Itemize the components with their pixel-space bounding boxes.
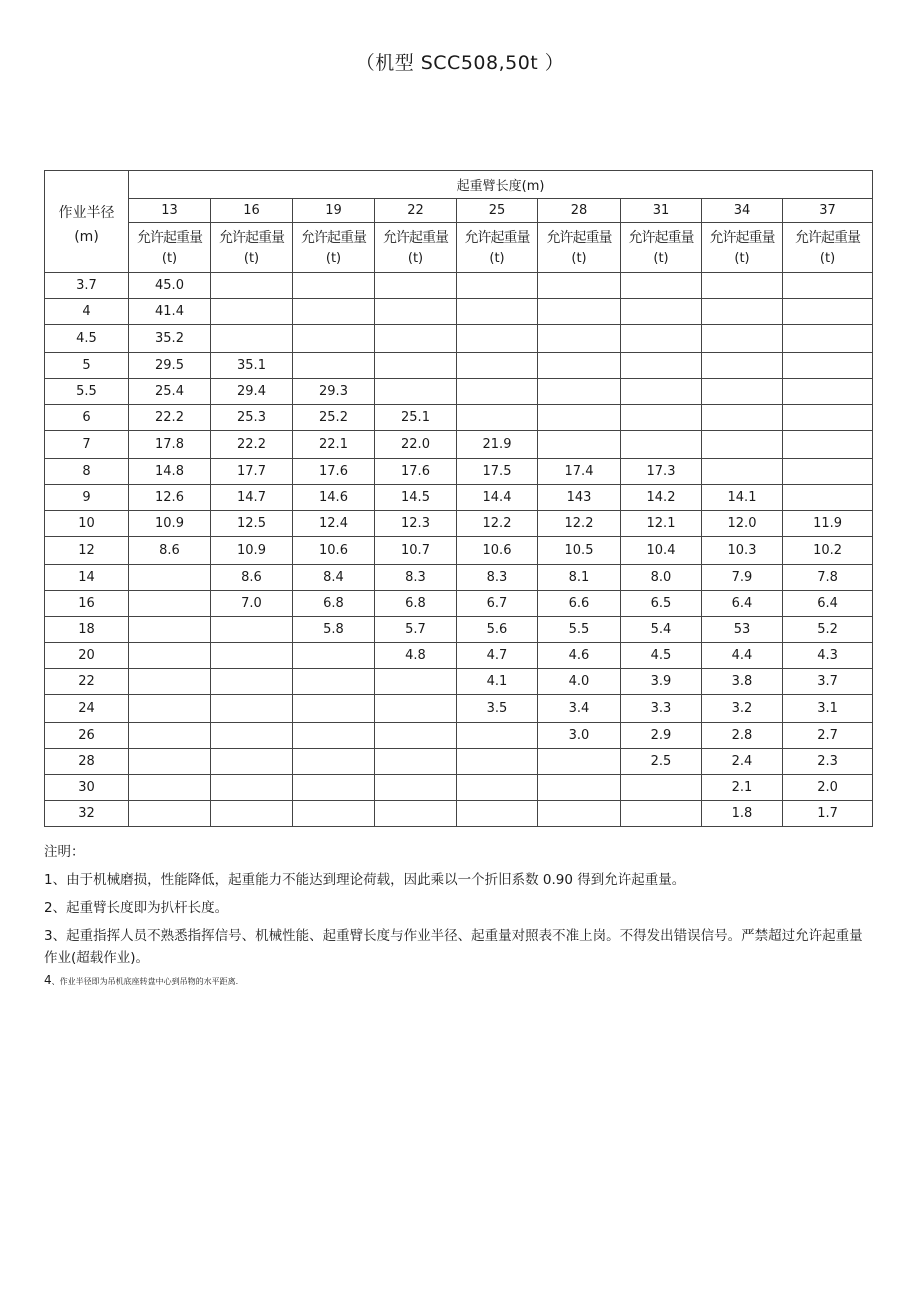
capacity-cell: 4.6 [538, 643, 621, 669]
capacity-cell: 8.6 [129, 537, 211, 565]
capacity-cell: 17.6 [293, 459, 375, 485]
capacity-cell: 8.4 [293, 565, 375, 591]
capacity-cell [702, 299, 783, 325]
capacity-cell [783, 485, 873, 511]
capacity-cell [375, 325, 457, 353]
capacity-cell [211, 801, 293, 827]
capacity-cell [702, 431, 783, 459]
capacity-cell: 143 [538, 485, 621, 511]
capacity-cell: 17.7 [211, 459, 293, 485]
capacity-cell: 14.6 [293, 485, 375, 511]
capacity-unit: (t) [489, 250, 505, 266]
table-row [45, 511, 873, 537]
table-row [45, 405, 873, 431]
capacity-cell: 22.1 [293, 431, 375, 459]
capacity-cell: 25.2 [293, 405, 375, 431]
capacity-cell [293, 723, 375, 749]
boom-length-cell: 34 [702, 199, 783, 223]
capacity-cell [783, 379, 873, 405]
radius-cell: 10 [45, 511, 129, 537]
radius-cell: 20 [45, 643, 129, 669]
note-item-number: 4 [44, 973, 52, 987]
capacity-cell [129, 669, 211, 695]
capacity-cell [211, 775, 293, 801]
capacity-cell [457, 325, 538, 353]
capacity-cell: 14.8 [129, 459, 211, 485]
capacity-cell: 21.9 [457, 431, 538, 459]
capacity-cell: 12.4 [293, 511, 375, 537]
capacity-cell: 14.2 [621, 485, 702, 511]
capacity-cell [538, 299, 621, 325]
capacity-cell [702, 405, 783, 431]
capacity-cell: 1.8 [702, 801, 783, 827]
radius-cell: 5.5 [45, 379, 129, 405]
capacity-cell: 2.8 [702, 723, 783, 749]
capacity-cell [375, 801, 457, 827]
capacity-cell: 4.5 [621, 643, 702, 669]
capacity-cell: 5.2 [783, 617, 873, 643]
capacity-cell: 14.5 [375, 485, 457, 511]
capacity-label: 允许起重量 [464, 229, 530, 246]
capacity-cell [538, 775, 621, 801]
table-row [45, 617, 873, 643]
capacity-cell: 6.4 [702, 591, 783, 617]
capacity-cell [129, 565, 211, 591]
capacity-cell [702, 459, 783, 485]
table-row [45, 565, 873, 591]
capacity-cell: 25.4 [129, 379, 211, 405]
capacity-cell: 22.0 [375, 431, 457, 459]
capacity-cell [621, 775, 702, 801]
capacity-cell: 22.2 [129, 405, 211, 431]
capacity-unit: (t) [407, 250, 424, 266]
capacity-header-cell [702, 223, 783, 273]
capacity-cell: 2.9 [621, 723, 702, 749]
capacity-cell [129, 695, 211, 723]
capacity-cell [538, 405, 621, 431]
capacity-cell [375, 353, 457, 379]
boom-length-cell: 25 [457, 199, 538, 223]
capacity-cell [375, 749, 457, 775]
capacity-cell: 4.0 [538, 669, 621, 695]
capacity-cell: 14.4 [457, 485, 538, 511]
radius-header-cell [45, 171, 129, 273]
capacity-cell: 5.6 [457, 617, 538, 643]
boom-length-cell: 19 [293, 199, 375, 223]
boom-length-header: 起重臂长度(m) [129, 171, 873, 199]
radius-cell: 8 [45, 459, 129, 485]
capacity-cell: 8.3 [375, 565, 457, 591]
capacity-cell: 12.6 [129, 485, 211, 511]
table-row [45, 325, 873, 353]
capacity-cell: 8.0 [621, 565, 702, 591]
capacity-cell: 12.2 [538, 511, 621, 537]
capacity-cell [211, 723, 293, 749]
radius-header-unit: (m) [74, 229, 99, 245]
capacity-cell: 12.3 [375, 511, 457, 537]
capacity-header-cell [621, 223, 702, 273]
capacity-cell: 35.2 [129, 325, 211, 353]
capacity-label: 允许起重量 [546, 229, 612, 246]
capacity-cell [621, 299, 702, 325]
capacity-cell: 3.4 [538, 695, 621, 723]
table-row [45, 775, 873, 801]
capacity-cell: 6.7 [457, 591, 538, 617]
table-row [45, 431, 873, 459]
capacity-cell: 4.3 [783, 643, 873, 669]
capacity-cell: 3.5 [457, 695, 538, 723]
capacity-cell: 22.2 [211, 431, 293, 459]
capacity-cell: 6.6 [538, 591, 621, 617]
capacity-cell: 17.6 [375, 459, 457, 485]
capacity-cell: 8.6 [211, 565, 293, 591]
capacity-cell: 29.5 [129, 353, 211, 379]
notes-section [44, 838, 872, 989]
capacity-label: 允许起重量 [795, 229, 861, 246]
radius-cell: 7 [45, 431, 129, 459]
capacity-cell: 10.9 [129, 511, 211, 537]
capacity-cell: 10.6 [293, 537, 375, 565]
capacity-cell [783, 325, 873, 353]
boom-length-cell: 22 [375, 199, 457, 223]
capacity-cell [293, 801, 375, 827]
capacity-cell: 12.2 [457, 511, 538, 537]
table-row [45, 459, 873, 485]
note-item-small [44, 973, 872, 989]
capacity-cell [375, 379, 457, 405]
capacity-cell [457, 801, 538, 827]
boom-length-cell: 28 [538, 199, 621, 223]
capacity-cell [621, 405, 702, 431]
capacity-cell: 4.1 [457, 669, 538, 695]
capacity-cell: 7.9 [702, 565, 783, 591]
capacity-cell: 41.4 [129, 299, 211, 325]
radius-cell: 12 [45, 537, 129, 565]
capacity-cell [621, 353, 702, 379]
capacity-cell [293, 273, 375, 299]
capacity-cell: 12.5 [211, 511, 293, 537]
capacity-cell [293, 695, 375, 723]
table-row [45, 485, 873, 511]
capacity-cell: 2.4 [702, 749, 783, 775]
capacity-unit: (t) [161, 250, 178, 266]
capacity-cell: 5.5 [538, 617, 621, 643]
capacity-cell: 35.1 [211, 353, 293, 379]
capacity-cell [129, 591, 211, 617]
capacity-cell [375, 775, 457, 801]
capacity-cell [375, 299, 457, 325]
capacity-header-cell [375, 223, 457, 273]
capacity-cell: 10.6 [457, 537, 538, 565]
radius-cell: 32 [45, 801, 129, 827]
capacity-cell [293, 325, 375, 353]
capacity-cell: 5.7 [375, 617, 457, 643]
radius-cell: 9 [45, 485, 129, 511]
radius-cell: 24 [45, 695, 129, 723]
capacity-cell [375, 273, 457, 299]
radius-cell: 5 [45, 353, 129, 379]
capacity-cell: 4.8 [375, 643, 457, 669]
capacity-header-cell [538, 223, 621, 273]
capacity-cell: 45.0 [129, 273, 211, 299]
radius-cell: 6 [45, 405, 129, 431]
capacity-cell [129, 643, 211, 669]
capacity-cell [211, 749, 293, 775]
boom-length-row [45, 199, 873, 223]
capacity-cell: 4.4 [702, 643, 783, 669]
capacity-cell: 3.9 [621, 669, 702, 695]
capacity-cell: 3.2 [702, 695, 783, 723]
radius-cell: 26 [45, 723, 129, 749]
capacity-cell: 29.4 [211, 379, 293, 405]
capacity-cell: 6.8 [375, 591, 457, 617]
capacity-cell: 10.2 [783, 537, 873, 565]
capacity-cell: 6.8 [293, 591, 375, 617]
radius-header-label: 作业半径 [58, 205, 115, 221]
capacity-cell: 3.7 [783, 669, 873, 695]
capacity-label: 允许起重量 [709, 229, 775, 246]
capacity-cell: 10.9 [211, 537, 293, 565]
boom-header-row [45, 171, 873, 199]
capacity-cell [538, 749, 621, 775]
table-row [45, 537, 873, 565]
capacity-cell [457, 299, 538, 325]
capacity-cell: 12.0 [702, 511, 783, 537]
boom-length-cell: 16 [211, 199, 293, 223]
capacity-header-cell [783, 223, 873, 273]
capacity-cell [293, 643, 375, 669]
capacity-cell: 12.1 [621, 511, 702, 537]
capacity-cell: 25.3 [211, 405, 293, 431]
table-row [45, 591, 873, 617]
capacity-cell: 4.7 [457, 643, 538, 669]
capacity-cell: 10.5 [538, 537, 621, 565]
capacity-cell [783, 353, 873, 379]
radius-cell: 4.5 [45, 325, 129, 353]
note-item: 1、由于机械磨损，性能降低，起重能力不能达到理论荷载，因此乘以一个折旧系数 0.90 得到允许起重量。 [44, 872, 686, 888]
capacity-label: 允许起重量 [301, 229, 366, 246]
boom-length-cell: 37 [783, 199, 873, 223]
capacity-cell: 5.8 [293, 617, 375, 643]
capacity-cell [129, 801, 211, 827]
capacity-label: 允许起重量 [628, 229, 694, 246]
load-chart-table [44, 170, 873, 827]
capacity-cell: 2.0 [783, 775, 873, 801]
capacity-cell [293, 669, 375, 695]
capacity-cell [293, 749, 375, 775]
capacity-cell [457, 379, 538, 405]
table-row [45, 801, 873, 827]
capacity-cell: 11.9 [783, 511, 873, 537]
notes-heading: 注明： [44, 844, 85, 860]
capacity-cell [702, 273, 783, 299]
capacity-cell: 3.8 [702, 669, 783, 695]
capacity-cell [538, 273, 621, 299]
capacity-cell [375, 669, 457, 695]
capacity-unit: (t) [243, 250, 260, 266]
capacity-cell [375, 695, 457, 723]
capacity-cell [621, 325, 702, 353]
capacity-header-cell [293, 223, 375, 273]
capacity-cell [702, 353, 783, 379]
capacity-cell: 17.8 [129, 431, 211, 459]
capacity-cell: 53 [702, 617, 783, 643]
capacity-cell: 2.5 [621, 749, 702, 775]
capacity-cell: 2.1 [702, 775, 783, 801]
capacity-cell: 8.1 [538, 565, 621, 591]
capacity-cell: 5.4 [621, 617, 702, 643]
capacity-cell [211, 617, 293, 643]
table-row [45, 353, 873, 379]
capacity-cell: 6.4 [783, 591, 873, 617]
radius-cell: 18 [45, 617, 129, 643]
table-row [45, 723, 873, 749]
radius-cell: 3.7 [45, 273, 129, 299]
table-row [45, 379, 873, 405]
capacity-cell [783, 273, 873, 299]
boom-length-cell: 13 [129, 199, 211, 223]
capacity-cell [783, 405, 873, 431]
capacity-cell [457, 775, 538, 801]
capacity-cell [702, 325, 783, 353]
capacity-cell: 3.0 [538, 723, 621, 749]
capacity-header-cell [211, 223, 293, 273]
capacity-cell [783, 299, 873, 325]
capacity-cell: 25.1 [375, 405, 457, 431]
capacity-unit: (t) [571, 250, 587, 266]
capacity-cell [293, 775, 375, 801]
capacity-cell [538, 801, 621, 827]
capacity-cell: 2.3 [783, 749, 873, 775]
capacity-cell: 7.0 [211, 591, 293, 617]
capacity-cell: 3.3 [621, 695, 702, 723]
capacity-cell [375, 723, 457, 749]
capacity-cell [783, 431, 873, 459]
capacity-cell [538, 325, 621, 353]
capacity-cell: 6.5 [621, 591, 702, 617]
note-item-text: 、作业半径即为吊机底座转盘中心到吊物的水平距离. [51, 977, 239, 986]
table-row [45, 299, 873, 325]
capacity-cell [457, 405, 538, 431]
table-row [45, 669, 873, 695]
capacity-cell [621, 431, 702, 459]
capacity-cell [457, 353, 538, 379]
note-item: 3、起重指挥人员不熟悉指挥信号、机械性能、起重臂长度与作业半径、起重量对照表不准上岗。不得发出错误信号。严禁超过允许起重量作业(超载作业)。 [44, 928, 863, 966]
capacity-cell: 2.7 [783, 723, 873, 749]
capacity-cell [211, 643, 293, 669]
capacity-cell [293, 299, 375, 325]
capacity-cell [457, 749, 538, 775]
capacity-unit: (t) [325, 250, 342, 266]
capacity-cell: 10.7 [375, 537, 457, 565]
capacity-cell [129, 617, 211, 643]
radius-cell: 4 [45, 299, 129, 325]
capacity-cell [621, 801, 702, 827]
capacity-cell: 14.1 [702, 485, 783, 511]
capacity-cell: 3.1 [783, 695, 873, 723]
table-row [45, 273, 873, 299]
radius-cell: 14 [45, 565, 129, 591]
capacity-cell: 29.3 [293, 379, 375, 405]
capacity-cell [702, 379, 783, 405]
capacity-cell [621, 273, 702, 299]
capacity-cell [211, 325, 293, 353]
table-row [45, 749, 873, 775]
capacity-label: 允许起重量 [137, 229, 202, 246]
capacity-cell: 17.3 [621, 459, 702, 485]
capacity-cell [211, 695, 293, 723]
capacity-cell: 14.7 [211, 485, 293, 511]
capacity-cell [129, 749, 211, 775]
capacity-cell: 10.4 [621, 537, 702, 565]
capacity-cell [211, 299, 293, 325]
capacity-cell [457, 273, 538, 299]
capacity-cell [129, 723, 211, 749]
capacity-unit: (t) [734, 250, 750, 266]
capacity-cell [538, 379, 621, 405]
capacity-header-cell [457, 223, 538, 273]
capacity-cell: 8.3 [457, 565, 538, 591]
capacity-cell: 17.5 [457, 459, 538, 485]
capacity-cell [129, 775, 211, 801]
radius-cell: 22 [45, 669, 129, 695]
capacity-cell: 10.3 [702, 537, 783, 565]
capacity-cell [293, 353, 375, 379]
capacity-cell: 17.4 [538, 459, 621, 485]
note-item: 2、起重臂长度即为扒杆长度。 [44, 900, 229, 916]
capacity-cell [783, 459, 873, 485]
table-row [45, 643, 873, 669]
capacity-cell [621, 379, 702, 405]
capacity-cell [538, 431, 621, 459]
capacity-cell: 1.7 [783, 801, 873, 827]
capacity-label: 允许起重量 [383, 229, 448, 246]
radius-cell: 30 [45, 775, 129, 801]
capacity-header-cell [129, 223, 211, 273]
capacity-unit: (t) [653, 250, 669, 266]
table-row [45, 695, 873, 723]
capacity-label-row [45, 223, 873, 273]
boom-length-cell: 31 [621, 199, 702, 223]
capacity-cell: 7.8 [783, 565, 873, 591]
capacity-cell [211, 669, 293, 695]
page-title: （机型 SCC508,50t ） [355, 52, 565, 74]
capacity-cell [457, 723, 538, 749]
capacity-cell [211, 273, 293, 299]
capacity-label: 允许起重量 [219, 229, 284, 246]
capacity-unit: (t) [819, 250, 836, 266]
radius-cell: 16 [45, 591, 129, 617]
capacity-cell [538, 353, 621, 379]
radius-cell: 28 [45, 749, 129, 775]
